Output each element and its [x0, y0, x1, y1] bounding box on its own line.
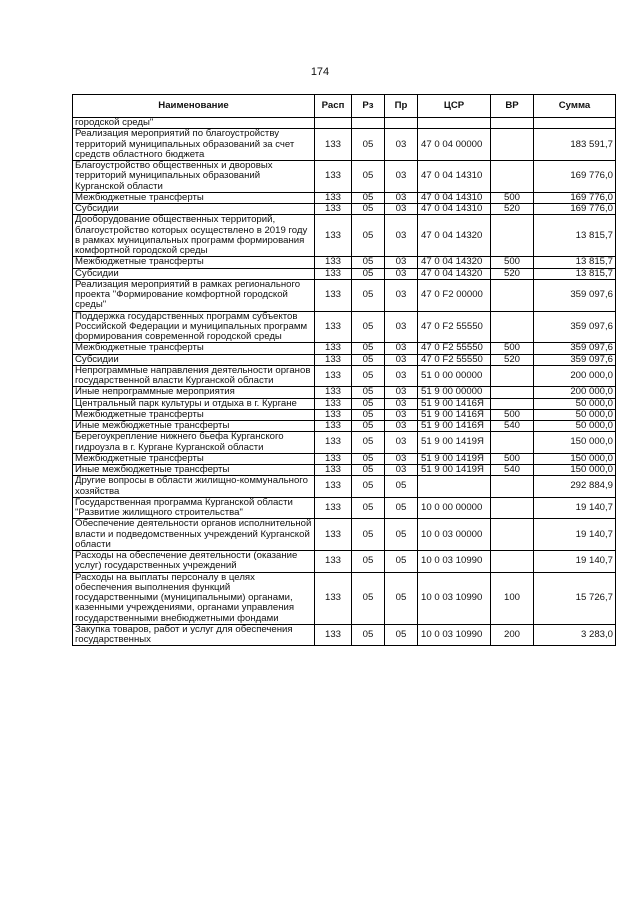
cell-vr: 500	[491, 453, 534, 464]
cell-rz: 05	[352, 129, 385, 161]
cell-rz: 05	[352, 572, 385, 624]
cell-rasp: 133	[315, 354, 352, 365]
cell-sum: 50 000,0	[534, 409, 616, 420]
cell-name: Межбюджетные трансферты	[73, 409, 315, 420]
cell-pr: 03	[385, 365, 418, 387]
cell-sum: 150 000,0	[534, 465, 616, 476]
table-row	[73, 192, 616, 203]
cell-rasp: 133	[315, 421, 352, 432]
cell-rasp: 133	[315, 387, 352, 398]
cell-sum: 13 815,7	[534, 215, 616, 257]
cell-name: Закупка товаров, работ и услуг для обеспечения государственных	[73, 624, 315, 646]
cell-pr: 03	[385, 465, 418, 476]
cell-name: Реализация мероприятий по благоустройству территорий муниципальных образований за счет средств областного бюджета	[73, 129, 315, 161]
cell-rz: 05	[352, 354, 385, 365]
table-row	[73, 215, 616, 257]
cell-csr: 47 0 F2 55550	[418, 311, 491, 343]
cell-csr: 10 0 00 00000	[418, 497, 491, 519]
cell-csr: 10 0 03 10990	[418, 572, 491, 624]
cell-name: Межбюджетные трансферты	[73, 453, 315, 464]
cell-sum: 169 776,0	[534, 192, 616, 203]
cell-rasp: 133	[315, 268, 352, 279]
cell-pr: 03	[385, 409, 418, 420]
cell-sum: 200 000,0	[534, 365, 616, 387]
cell-rz: 05	[352, 365, 385, 387]
cell-vr: 500	[491, 409, 534, 420]
cell-sum: 200 000,0	[534, 387, 616, 398]
cell-csr: 47 0 F2 55550	[418, 354, 491, 365]
column-header-name: Наименование	[73, 95, 315, 118]
cell-rasp: 133	[315, 497, 352, 519]
cell-rz: 05	[352, 421, 385, 432]
cell-pr: 03	[385, 421, 418, 432]
cell-rasp: 133	[315, 343, 352, 354]
cell-pr: 03	[385, 161, 418, 193]
cell-rasp: 133	[315, 129, 352, 161]
cell-sum	[534, 118, 616, 129]
cell-rasp: 133	[315, 365, 352, 387]
cell-csr: 47 0 04 00000	[418, 129, 491, 161]
cell-csr	[418, 118, 491, 129]
cell-vr	[491, 387, 534, 398]
cell-sum: 50 000,0	[534, 421, 616, 432]
cell-pr: 05	[385, 572, 418, 624]
cell-vr: 500	[491, 192, 534, 203]
cell-rasp: 133	[315, 572, 352, 624]
cell-pr: 03	[385, 453, 418, 464]
cell-rasp: 133	[315, 215, 352, 257]
cell-sum: 13 815,7	[534, 257, 616, 268]
cell-vr: 500	[491, 257, 534, 268]
cell-vr: 500	[491, 343, 534, 354]
table-row	[73, 311, 616, 343]
budget-table	[72, 94, 616, 646]
cell-name: Другие вопросы в области жилищно-коммунального хозяйства	[73, 476, 315, 498]
column-header-rz: Рз	[352, 95, 385, 118]
table-row	[73, 497, 616, 519]
cell-sum: 150 000,0	[534, 432, 616, 454]
cell-csr: 10 0 03 10990	[418, 551, 491, 573]
cell-pr: 03	[385, 204, 418, 215]
cell-rz: 05	[352, 311, 385, 343]
cell-pr: 05	[385, 476, 418, 498]
cell-csr: 51 9 00 1419Я	[418, 432, 491, 454]
cell-csr: 51 9 00 1419Я	[418, 453, 491, 464]
cell-rasp: 133	[315, 204, 352, 215]
cell-csr: 51 0 00 00000	[418, 365, 491, 387]
cell-csr: 47 0 04 14320	[418, 268, 491, 279]
table-row	[73, 551, 616, 573]
cell-rz: 05	[352, 497, 385, 519]
cell-sum: 359 097,6	[534, 279, 616, 311]
cell-sum: 3 283,0	[534, 624, 616, 646]
table-body	[73, 118, 616, 646]
cell-rz: 05	[352, 409, 385, 420]
cell-sum: 19 140,7	[534, 551, 616, 573]
cell-pr: 03	[385, 387, 418, 398]
cell-vr: 200	[491, 624, 534, 646]
table-row	[73, 387, 616, 398]
cell-rz: 05	[352, 465, 385, 476]
cell-rz: 05	[352, 551, 385, 573]
cell-sum: 292 884,9	[534, 476, 616, 498]
cell-rz: 05	[352, 279, 385, 311]
cell-rasp	[315, 118, 352, 129]
cell-csr: 10 0 03 00000	[418, 519, 491, 551]
cell-csr: 47 0 04 14320	[418, 215, 491, 257]
cell-csr: 51 9 00 1416Я	[418, 421, 491, 432]
cell-csr: 51 9 00 1419Я	[418, 465, 491, 476]
table-row	[73, 453, 616, 464]
cell-name: Непрограммные направления деятельности органов государственной власти Курганской области	[73, 365, 315, 387]
table-row	[73, 572, 616, 624]
cell-vr	[491, 551, 534, 573]
cell-vr: 520	[491, 204, 534, 215]
cell-csr: 47 0 F2 00000	[418, 279, 491, 311]
cell-csr: 10 0 03 10990	[418, 624, 491, 646]
cell-name: Межбюджетные трансферты	[73, 192, 315, 203]
table-row	[73, 421, 616, 432]
table-row	[73, 118, 616, 129]
cell-rz: 05	[352, 192, 385, 203]
cell-vr	[491, 497, 534, 519]
column-header-vr: ВР	[491, 95, 534, 118]
cell-rz: 05	[352, 161, 385, 193]
table-row	[73, 279, 616, 311]
cell-vr	[491, 279, 534, 311]
table-row	[73, 343, 616, 354]
cell-pr: 05	[385, 624, 418, 646]
cell-name: Расходы на обеспечение деятельности (оказание услуг) государственных учреждений	[73, 551, 315, 573]
cell-rz: 05	[352, 257, 385, 268]
cell-rz: 05	[352, 476, 385, 498]
cell-pr: 03	[385, 311, 418, 343]
cell-name: Благоустройство общественных и дворовых территорий муниципальных образований Курганской области	[73, 161, 315, 193]
cell-csr	[418, 476, 491, 498]
cell-name: Иные межбюджетные трансферты	[73, 465, 315, 476]
cell-vr: 520	[491, 354, 534, 365]
cell-vr	[491, 215, 534, 257]
cell-sum: 359 097,6	[534, 343, 616, 354]
cell-rz: 05	[352, 343, 385, 354]
cell-rasp: 133	[315, 476, 352, 498]
cell-name: Центральный парк культуры и отдыха в г. Кургане	[73, 398, 315, 409]
cell-vr: 540	[491, 421, 534, 432]
cell-pr: 03	[385, 432, 418, 454]
cell-name: Субсидии	[73, 354, 315, 365]
cell-rasp: 133	[315, 192, 352, 203]
table-row	[73, 365, 616, 387]
table-row	[73, 268, 616, 279]
cell-csr: 47 0 04 14310	[418, 192, 491, 203]
cell-pr: 03	[385, 215, 418, 257]
cell-rz: 05	[352, 624, 385, 646]
column-header-csr: ЦСР	[418, 95, 491, 118]
table-row	[73, 257, 616, 268]
cell-name: Расходы на выплаты персоналу в целях обеспечения выполнения функций государственными (муниципальными) органами, казенными учреждениями, органами управления государственными внебюджетными фондами	[73, 572, 315, 624]
table-row	[73, 409, 616, 420]
cell-rasp: 133	[315, 432, 352, 454]
cell-vr	[491, 398, 534, 409]
cell-pr: 05	[385, 519, 418, 551]
cell-sum: 15 726,7	[534, 572, 616, 624]
cell-csr: 47 0 F2 55550	[418, 343, 491, 354]
table-row	[73, 204, 616, 215]
cell-rz: 05	[352, 453, 385, 464]
table-row	[73, 161, 616, 193]
cell-pr: 03	[385, 354, 418, 365]
cell-sum: 19 140,7	[534, 519, 616, 551]
cell-name: Обеспечение деятельности органов исполнительной власти и подведомственных учреждений Курганской области	[73, 519, 315, 551]
cell-name: Субсидии	[73, 268, 315, 279]
table-row	[73, 432, 616, 454]
table-row	[73, 129, 616, 161]
cell-vr: 100	[491, 572, 534, 624]
table-row	[73, 354, 616, 365]
cell-rasp: 133	[315, 453, 352, 464]
cell-rasp: 133	[315, 624, 352, 646]
cell-sum: 183 591,7	[534, 129, 616, 161]
cell-rasp: 133	[315, 311, 352, 343]
table-header-row	[73, 95, 616, 118]
cell-rz: 05	[352, 432, 385, 454]
cell-name: Государственная программа Курганской области "Развитие жилищного строительства"	[73, 497, 315, 519]
cell-rasp: 133	[315, 465, 352, 476]
table-row	[73, 519, 616, 551]
cell-rasp: 133	[315, 257, 352, 268]
cell-sum: 150 000,0	[534, 453, 616, 464]
cell-rz: 05	[352, 387, 385, 398]
cell-name: Межбюджетные трансферты	[73, 343, 315, 354]
cell-name: Межбюджетные трансферты	[73, 257, 315, 268]
cell-vr	[491, 311, 534, 343]
column-header-pr: Пр	[385, 95, 418, 118]
cell-sum: 13 815,7	[534, 268, 616, 279]
cell-pr: 03	[385, 257, 418, 268]
cell-pr: 05	[385, 551, 418, 573]
cell-vr	[491, 519, 534, 551]
cell-vr	[491, 476, 534, 498]
cell-rz: 05	[352, 268, 385, 279]
cell-sum: 50 000,0	[534, 398, 616, 409]
cell-sum: 359 097,6	[534, 354, 616, 365]
cell-rasp: 133	[315, 398, 352, 409]
cell-name: Дооборудование общественных территорий, благоустройство которых осуществлено в 2019 году в рамках муниципальных программ формирования комфортной городской среды	[73, 215, 315, 257]
cell-rasp: 133	[315, 161, 352, 193]
table-row	[73, 465, 616, 476]
cell-sum: 169 776,0	[534, 204, 616, 215]
table-row	[73, 624, 616, 646]
cell-name: Субсидии	[73, 204, 315, 215]
cell-rasp: 133	[315, 409, 352, 420]
cell-rz: 05	[352, 215, 385, 257]
column-header-sum: Сумма	[534, 95, 616, 118]
cell-csr: 47 0 04 14320	[418, 257, 491, 268]
cell-name: Иные непрограммные мероприятия	[73, 387, 315, 398]
cell-rasp: 133	[315, 279, 352, 311]
column-header-rasp: Расп	[315, 95, 352, 118]
cell-rasp: 133	[315, 519, 352, 551]
cell-csr: 47 0 04 14310	[418, 204, 491, 215]
cell-csr: 47 0 04 14310	[418, 161, 491, 193]
cell-pr: 03	[385, 398, 418, 409]
cell-csr: 51 9 00 00000	[418, 387, 491, 398]
cell-name: Поддержка государственных программ субъектов Российской Федерации и муниципальных программ формирования современной городской среды	[73, 311, 315, 343]
cell-sum: 169 776,0	[534, 161, 616, 193]
cell-vr	[491, 432, 534, 454]
cell-name: Иные межбюджетные трансферты	[73, 421, 315, 432]
cell-name: Берегоукрепление нижнего бьефа Курганского гидроузла в г. Кургане Курганской области	[73, 432, 315, 454]
cell-csr: 51 9 00 1416Я	[418, 409, 491, 420]
cell-vr	[491, 161, 534, 193]
cell-rz: 05	[352, 398, 385, 409]
cell-name: Реализация мероприятий в рамках регионального проекта "Формирование комфортной городской среды"	[73, 279, 315, 311]
cell-rz	[352, 118, 385, 129]
cell-pr: 03	[385, 192, 418, 203]
cell-csr: 51 9 00 1416Я	[418, 398, 491, 409]
cell-vr	[491, 129, 534, 161]
cell-rz: 05	[352, 204, 385, 215]
cell-vr	[491, 118, 534, 129]
cell-pr: 05	[385, 497, 418, 519]
cell-pr: 03	[385, 129, 418, 161]
cell-name: городской среды"	[73, 118, 315, 129]
cell-sum: 359 097,6	[534, 311, 616, 343]
cell-sum: 19 140,7	[534, 497, 616, 519]
cell-pr: 03	[385, 343, 418, 354]
page-number: 174	[310, 66, 330, 78]
cell-rasp: 133	[315, 551, 352, 573]
cell-vr: 540	[491, 465, 534, 476]
cell-rz: 05	[352, 519, 385, 551]
cell-pr	[385, 118, 418, 129]
cell-vr: 520	[491, 268, 534, 279]
cell-pr: 03	[385, 268, 418, 279]
table-row	[73, 476, 616, 498]
cell-vr	[491, 365, 534, 387]
cell-pr: 03	[385, 279, 418, 311]
table-row	[73, 398, 616, 409]
